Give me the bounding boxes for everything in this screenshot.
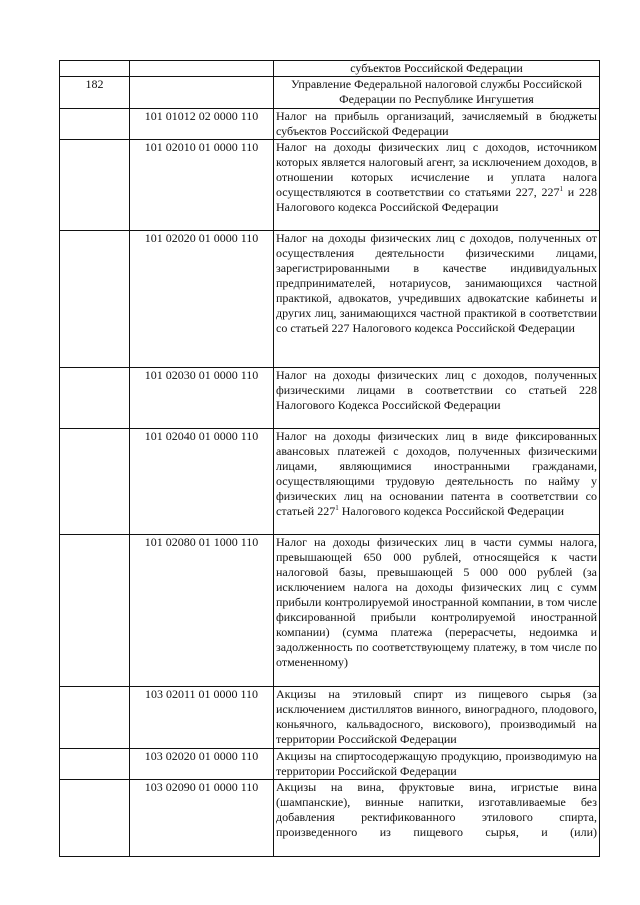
- table-row: [60, 535, 600, 687]
- table-row: [60, 749, 600, 780]
- revenue-name-text: Налог на доходы физических лиц в части суммы налога, превышающей 650 000 рублей, относящейся к части налоговой базы, превышающей 5 000 000 рублей (за исключением налога на доходы физических лиц с сумм прибыли контролируемой иностранной компании, в том числе фиксированной прибыли контролируемой иностранной компании) (сумма платежа (перерасчеты, недоимка и задолженность по соответствующему платежу, в том числе по отмененному): [276, 535, 597, 669]
- superscript-article-number: 1: [559, 185, 563, 193]
- revenue-name-cell: [274, 368, 600, 429]
- admin-code-cell: [60, 109, 130, 140]
- admin-code-cell: [60, 61, 130, 77]
- table-row: [60, 231, 600, 368]
- revenue-name-text: Акцизы на спиртосодержащую продукцию, производимую на территории Российской Федерации: [276, 749, 597, 778]
- budget-code-cell: [130, 61, 274, 77]
- revenue-name-text: субъектов Российской Федерации: [350, 61, 523, 75]
- revenue-name-text: Акцизы на этиловый спирт из пищевого сырья (за исключением дистиллятов винного, виноградного, плодового, коньячного, кальвадосного, вискового), производимый на территории Российской Федерации: [276, 687, 597, 746]
- revenue-name-text: Акцизы на вина, фруктовые вина, игристые вина (шампанские), винные напитки, изготавливаемые без добавления ректификованного этилового спирта, произведенного из пищевого сырья, и (или): [276, 780, 597, 839]
- budget-code-cell: 101 02020 01 0000 110: [130, 231, 274, 368]
- admin-code-cell: [60, 749, 130, 780]
- admin-code-cell: [60, 368, 130, 429]
- revenue-name-cell: [274, 231, 600, 368]
- admin-code-cell: [60, 231, 130, 368]
- admin-code-cell: [60, 140, 130, 231]
- revenue-name-text: Налог на доходы физических лиц с доходов, полученных от осуществления деятельности физическими лицами, зарегистрированными в качестве индивидуальных предпринимателей, нотариусов, занимающихся частной практикой, адвокатов, учредивших адвокатские кабинеты и других лиц, занимающихся частной практикой в соответствии со статьей 227 Налогового кодекса Российской Федерации: [276, 231, 597, 335]
- budget-code-cell: 101 02030 01 0000 110: [130, 368, 274, 429]
- admin-code-cell: [60, 429, 130, 535]
- revenue-name-text: Налог на доходы физических лиц в виде фиксированных авансовых платежей с доходов, полученных физическими лицами, являющимися иностранными гражданами, осуществляющими трудовую деятельность по найму у физических лиц на основании патента в соответствии со статьей 227: [276, 429, 597, 518]
- table-row: [60, 140, 600, 231]
- admin-code-cell: [60, 780, 130, 857]
- budget-code-cell: 103 02011 01 0000 110: [130, 687, 274, 749]
- admin-code-cell: [60, 535, 130, 687]
- revenue-name-text: Налог на доходы физических лиц с доходов, источником которых является налоговый агент, за исключением доходов, в отношении которых исчисление и уплата налога осуществляются в соответствии со статьями 227, 227: [276, 140, 597, 199]
- table-row: [60, 780, 600, 857]
- revenue-name-tail: Налогового кодекса Российской Федерации: [338, 504, 565, 518]
- revenue-name-text: Налог на прибыль организаций, зачисляемый в бюджеты субъектов Российской Федерации: [276, 109, 597, 138]
- budget-code-cell: 103 02090 01 0000 110: [130, 780, 274, 857]
- superscript-article-number: 1: [335, 504, 339, 512]
- table-row: [60, 687, 600, 749]
- revenue-name-cell: [274, 780, 600, 857]
- table-row: [60, 429, 600, 535]
- revenue-name-cell: [274, 77, 600, 109]
- budget-code-cell: 101 02040 01 0000 110: [130, 429, 274, 535]
- revenue-name-cell: [274, 429, 600, 535]
- table-row: [60, 61, 600, 77]
- revenue-name-cell: [274, 140, 600, 231]
- budget-code-cell: 103 02020 01 0000 110: [130, 749, 274, 780]
- budget-code-cell: [130, 77, 274, 109]
- revenue-name-cell: [274, 535, 600, 687]
- revenue-name-cell: [274, 749, 600, 780]
- table-row: [60, 77, 600, 109]
- budget-codes-table: [59, 60, 600, 857]
- budget-code-cell: 101 02010 01 0000 110: [130, 140, 274, 231]
- budget-code-cell: 101 02080 01 1000 110: [130, 535, 274, 687]
- table-row: [60, 368, 600, 429]
- revenue-name-cell: [274, 61, 600, 77]
- revenue-name-text: Управление Федеральной налоговой службы Российской Федерации по Республике Ингушетия: [290, 77, 583, 106]
- revenue-name-tail: и 228 Налогового кодекса Российской Федерации: [276, 185, 598, 214]
- revenue-name-text: Налог на доходы физических лиц с доходов, полученных физическими лицами в соответствии со статьей 228 Налогового Кодекса Российской Федерации: [276, 368, 597, 412]
- admin-code-cell: [60, 687, 130, 749]
- admin-code-cell: 182: [60, 77, 130, 109]
- table-row: [60, 109, 600, 140]
- revenue-name-cell: [274, 109, 600, 140]
- revenue-name-cell: [274, 687, 600, 749]
- budget-code-cell: 101 01012 02 0000 110: [130, 109, 274, 140]
